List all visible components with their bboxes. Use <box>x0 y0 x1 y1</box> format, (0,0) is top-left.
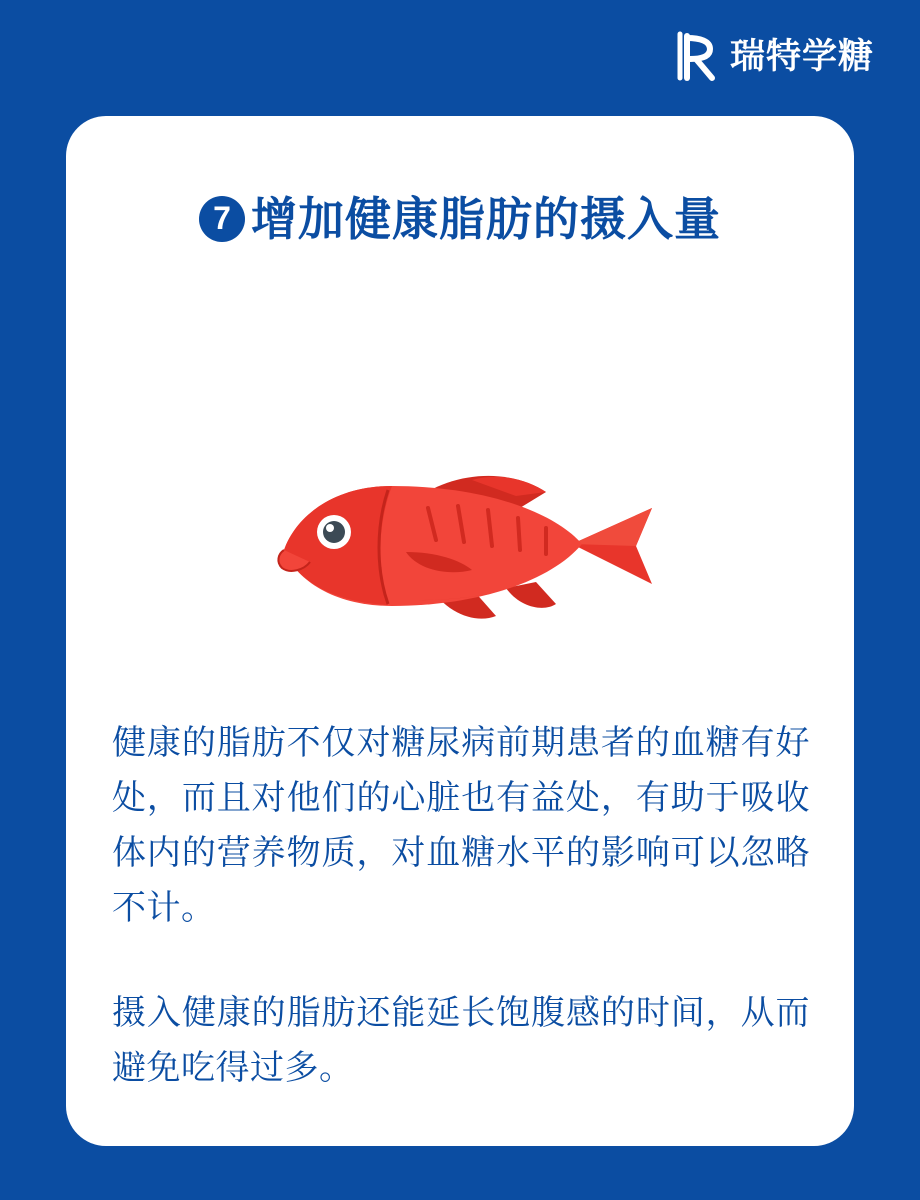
brand-header <box>674 30 874 82</box>
brand-logo-icon <box>674 30 718 82</box>
content-card <box>66 116 854 1146</box>
title-text: 增加健康脂肪的摄入量 <box>251 193 721 245</box>
brand-name: 瑞特学糖 <box>729 36 874 76</box>
body-copy <box>112 716 810 1096</box>
title-number-badge: 7 <box>199 196 245 242</box>
paragraph-2: 摄入健康的脂肪还能延长饱腹感的时间，从而避免吃得过多。 <box>112 994 810 1088</box>
page-title <box>66 194 854 245</box>
red-fish-icon <box>260 456 660 636</box>
fish-illustration <box>66 456 854 636</box>
paragraph-1: 健康的脂肪不仅对糖尿病前期患者的血糖有好处，而且对他们的心脏也有益处，有助于吸收体内的营养物质，对血糖水平的影响可以忽略不计。 <box>112 724 810 928</box>
